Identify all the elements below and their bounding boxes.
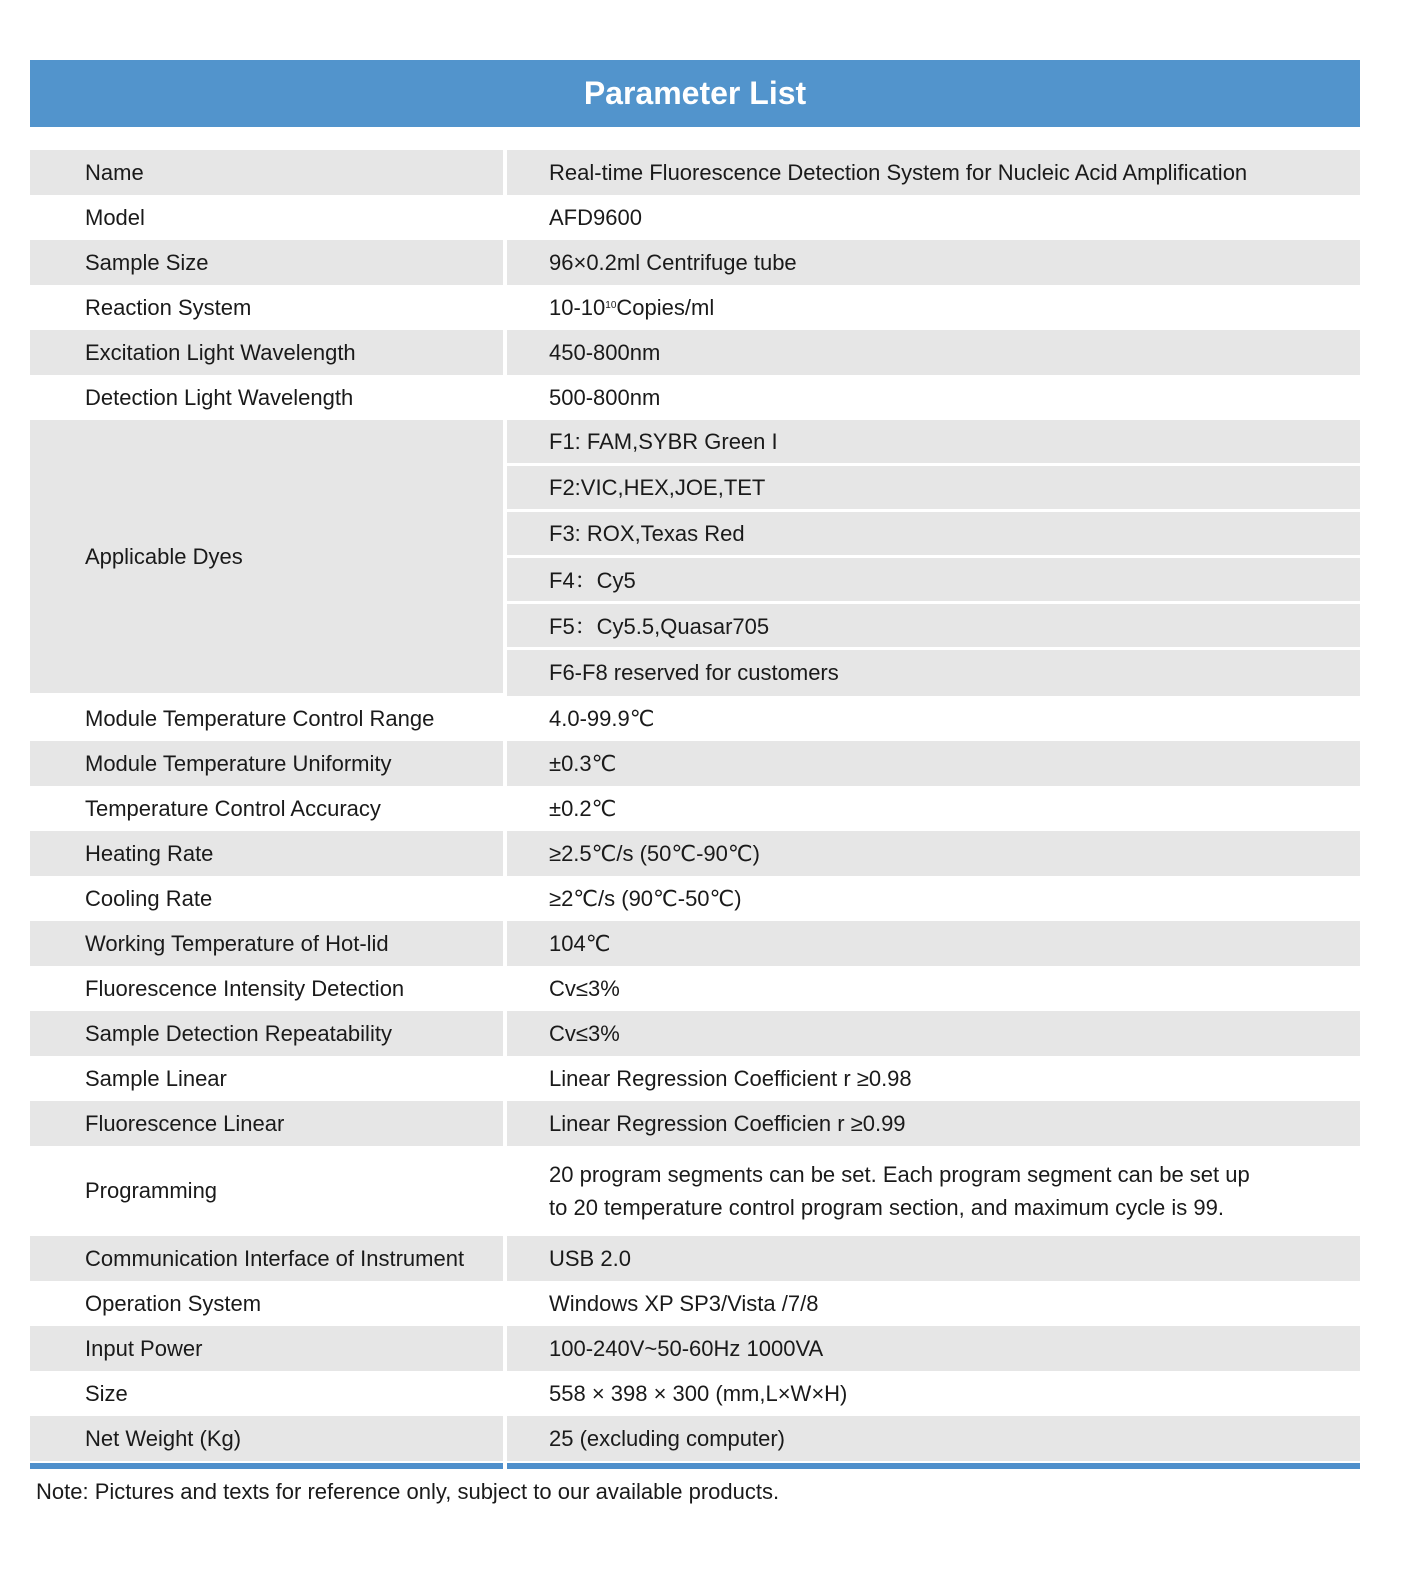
row-value: 4.0-99.9℃ <box>549 706 655 731</box>
table-row <box>30 876 1360 921</box>
row-label: Sample Linear <box>85 1065 227 1091</box>
row-label: Name <box>30 150 503 195</box>
row-value: 96×0.2ml Centrifuge tube <box>507 240 1360 285</box>
dye-item: F1: FAM,SYBR Green I <box>507 420 1360 463</box>
row-label: Heating Rate <box>30 831 503 876</box>
row-value: ≥2℃/s (90℃-50℃) <box>549 886 742 911</box>
value-line: to 20 temperature control program section, and maximum cycle is 99. <box>549 1195 1224 1220</box>
footnote: Note: Pictures and texts for reference only, subject to our available products. <box>36 1479 780 1504</box>
table-row <box>30 375 1360 420</box>
table-row <box>30 1416 1360 1461</box>
row-value: ±0.2℃ <box>549 796 617 821</box>
table-title: Parameter List <box>30 60 1360 127</box>
row-value: 450-800nm <box>507 330 1360 375</box>
table-row <box>30 1101 1360 1146</box>
row-value: Cv≤3% <box>549 976 620 1001</box>
table-row <box>30 1056 1360 1101</box>
table-row <box>30 741 1360 786</box>
row-label: Reaction System <box>85 294 252 320</box>
row-value: 558 × 398 × 300 (mm,L×W×H) <box>549 1381 848 1406</box>
table-row <box>30 1281 1360 1326</box>
row-value: Real-time Fluorescence Detection System for Nucleic Acid Amplification <box>507 150 1360 195</box>
row-label: Working Temperature of Hot-lid <box>30 921 503 966</box>
table-row <box>30 1146 1360 1236</box>
dye-item: F4：Cy5 <box>507 558 1360 601</box>
table-row <box>30 966 1360 1011</box>
dye-item: F3: ROX,Texas Red <box>507 512 1360 555</box>
row-value: 500-800nm <box>549 385 661 410</box>
value-line: 20 program segments can be set. Each program segment can be set up <box>549 1162 1250 1187</box>
row-value: 25 (excluding computer) <box>507 1416 1360 1461</box>
row-label: Temperature Control Accuracy <box>85 795 381 821</box>
row-value: ±0.3℃ <box>507 741 1360 786</box>
row-label: Programming <box>85 1178 218 1203</box>
table-row <box>30 195 1360 240</box>
table-row <box>30 1011 1360 1056</box>
table-row <box>30 330 1360 375</box>
row-value: Cv≤3% <box>507 1011 1360 1056</box>
row-label: Cooling Rate <box>85 885 213 911</box>
row-label: Module Temperature Control Range <box>85 705 435 731</box>
row-label: Sample Detection Repeatability <box>30 1011 503 1056</box>
table-row <box>30 240 1360 285</box>
dye-item: F2:VIC,HEX,JOE,TET <box>507 466 1360 509</box>
row-label: Excitation Light Wavelength <box>30 330 503 375</box>
table-row <box>30 1371 1360 1416</box>
row-label: Detection Light Wavelength <box>85 384 354 410</box>
row-label: Input Power <box>30 1326 503 1371</box>
row-value: Linear Regression Coefficien r ≥0.99 <box>507 1101 1360 1146</box>
table-row <box>30 831 1360 876</box>
row-value <box>507 1146 1360 1236</box>
row-value: AFD9600 <box>549 205 642 230</box>
dye-item: F5：Cy5.5,Quasar705 <box>507 604 1360 647</box>
table-row <box>30 1326 1360 1371</box>
table-row <box>30 150 1360 195</box>
row-label: Applicable Dyes <box>30 420 503 693</box>
row-label: Communication Interface of Instrument <box>30 1236 503 1281</box>
row-value: Linear Regression Coefficient r ≥0.98 <box>549 1066 912 1091</box>
row-value: 100-240V~50-60Hz 1000VA <box>507 1326 1360 1371</box>
row-value: 104℃ <box>507 921 1360 966</box>
table-bottom-border <box>30 1463 1360 1469</box>
row-value: USB 2.0 <box>507 1236 1360 1281</box>
row-label: Fluorescence Linear <box>30 1101 503 1146</box>
table-row <box>30 921 1360 966</box>
value-exponent: 10 <box>605 300 617 311</box>
table-row <box>30 696 1360 741</box>
row-label: Sample Size <box>30 240 503 285</box>
row-label: Model <box>85 204 145 230</box>
table-row <box>30 285 1360 330</box>
row-value <box>507 285 1360 330</box>
applicable-dyes-group <box>30 420 1360 696</box>
row-label: Module Temperature Uniformity <box>30 741 503 786</box>
dye-item: F6-F8 reserved for customers <box>507 650 1360 696</box>
row-label: Size <box>85 1380 128 1406</box>
table-row <box>30 1236 1360 1281</box>
table-row <box>30 786 1360 831</box>
value-unit: Copies/ml <box>616 295 715 320</box>
row-label: Operation System <box>85 1290 262 1316</box>
value-base: 10-10 <box>549 295 606 320</box>
row-value: ≥2.5℃/s (50℃-90℃) <box>507 831 1360 876</box>
row-label: Net Weight (Kg) <box>30 1416 503 1461</box>
row-value: Windows XP SP3/Vista /7/8 <box>549 1291 819 1316</box>
parameter-table <box>30 150 1360 1461</box>
row-label: Fluorescence Intensity Detection <box>85 975 405 1001</box>
